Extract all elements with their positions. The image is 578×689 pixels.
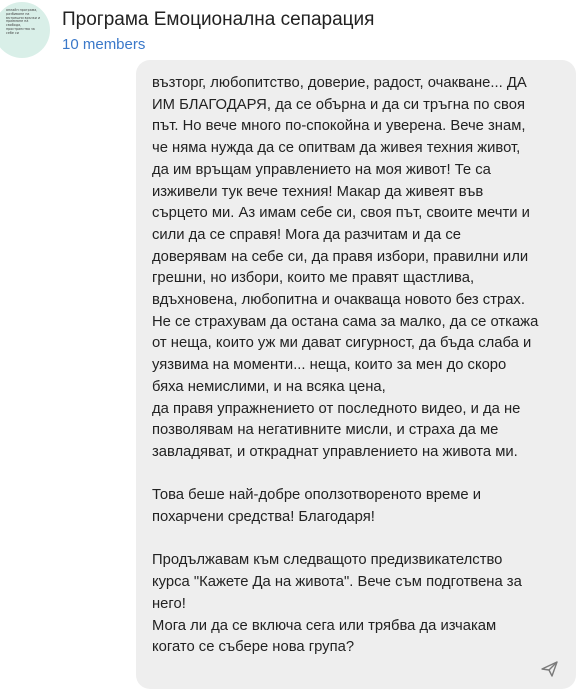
- message-line: когато се събере нова група?: [152, 639, 355, 656]
- message-line: ИМ БЛАГОДАРЯ, да се обърна и да си тръгна по своя: [152, 96, 525, 113]
- message-line: Това беше най-добре оползотвореното време и: [152, 487, 481, 504]
- message-line: възторг, любопитство, доверие, радост, очакване... ДА: [152, 75, 527, 91]
- message-line: от неща, които уж ми дават сигурност, да бъда слаба и: [152, 335, 532, 352]
- members-count[interactable]: 10 members: [62, 36, 146, 53]
- message-line: грешни, но избори, които ме правят щастлива,: [152, 270, 475, 287]
- message-line: позволявам на негативните мисли, и страха да ме: [152, 422, 499, 439]
- message-line: път. Но вече много по-спокойна и уверена. Вече знам,: [152, 118, 526, 135]
- message-text: [152, 73, 564, 659]
- message-line: сили да се справя! Мога да разчитам и да се: [152, 226, 461, 243]
- message-line: завладяват, и откраднат управлението на живота ми.: [152, 443, 518, 460]
- send-status-icon[interactable]: [540, 660, 560, 678]
- message-line: да правя упражнението от последното видео, и да не: [152, 400, 521, 417]
- message-line: Продължавам към следващото предизвикателство: [152, 552, 503, 569]
- message-line: че няма нужда да се опитвам да живея техния живот,: [152, 140, 521, 157]
- message-line: уязвима на моменти... неща, които за мен до скоро: [152, 357, 507, 374]
- avatar-text: онлайн програма, разбиване на вътрешни връзки и приемане на свобода, пространство за себе си: [6, 8, 41, 35]
- message-line: курса "Кажете Да на живота". Вече съм подготвена за: [152, 574, 522, 591]
- message-line: да им връщам управлението на моя живот! Те са: [152, 161, 491, 178]
- message-line: вдъхновена, любопитна и очакваща новото без страх.: [152, 292, 525, 309]
- message-line: [152, 464, 564, 486]
- message-line: Не се страхувам да остана сама за малко, да се откажа: [152, 313, 539, 330]
- message-line: изживели тук вече техния! Макар да живеят във: [152, 183, 484, 200]
- message-line: доверявам на себе си, да правя избори, правилни или: [152, 248, 529, 265]
- message-line: похарчени средства! Благодаря!: [152, 509, 375, 526]
- group-title[interactable]: Програма Емоционална сепарация: [62, 9, 375, 30]
- message-line: сърцето ми. Аз имам себе си, своя път, своите мечти и: [152, 205, 530, 222]
- message-line: него!: [152, 595, 186, 612]
- message-line: [152, 529, 564, 551]
- group-avatar[interactable]: [0, 2, 50, 58]
- message-line: Мога ли да се включа сега или трябва да изчакам: [152, 617, 497, 634]
- message-line: бяха немислими, и на всяка цена,: [152, 378, 386, 395]
